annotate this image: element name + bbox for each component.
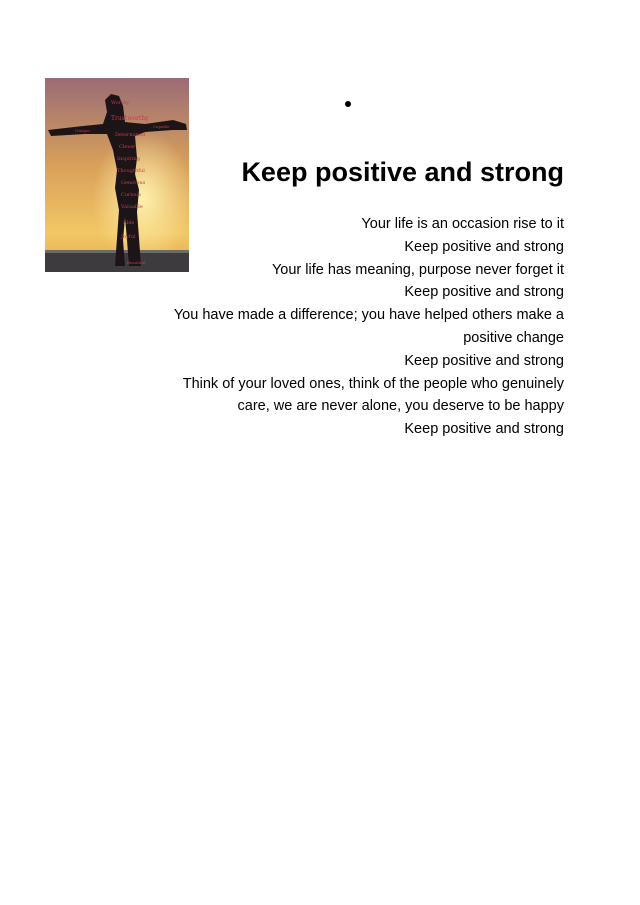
poem-line: You have made a difference; you have helped others make a	[173, 307, 564, 324]
svg-text:Capable: Capable	[153, 124, 170, 129]
poem-line: Think of your loved ones, think of the people who genuinely	[182, 375, 564, 392]
poem-line: Keep positive and strong	[404, 238, 564, 255]
svg-text:Valuable: Valuable	[121, 204, 143, 210]
poem-line: Your life is an occasion rise to it	[361, 216, 564, 232]
svg-text:Generous: Generous	[121, 180, 146, 186]
svg-text:Worthy: Worthy	[111, 100, 130, 106]
svg-text:Trustworthy: Trustworthy	[111, 115, 149, 122]
svg-text:Joyful: Joyful	[121, 234, 136, 240]
poem-line: Keep positive and strong	[404, 421, 564, 438]
svg-text:Determined: Determined	[115, 132, 146, 138]
svg-text:Unique: Unique	[75, 128, 90, 133]
svg-text:Able: Able	[123, 220, 135, 226]
svg-text:Clever: Clever	[119, 144, 136, 150]
svg-text:Beautiful: Beautiful	[127, 260, 146, 265]
poem-line: Keep positive and strong	[404, 352, 564, 369]
page-title: Keep positive and strong	[241, 157, 564, 187]
poem-line: Keep positive and strong	[404, 284, 564, 301]
svg-text:Thoughtful: Thoughtful	[117, 168, 145, 174]
svg-text:Inspiring: Inspiring	[117, 156, 140, 162]
poem-line: positive change	[463, 329, 564, 346]
svg-text:Curious: Curious	[121, 192, 141, 198]
poem	[124, 213, 564, 441]
poem-line: Your life has meaning, purpose never forget it	[271, 261, 564, 278]
poem-line: care, we are never alone, you deserve to be happy	[237, 398, 564, 415]
bullet-dot	[345, 101, 351, 107]
